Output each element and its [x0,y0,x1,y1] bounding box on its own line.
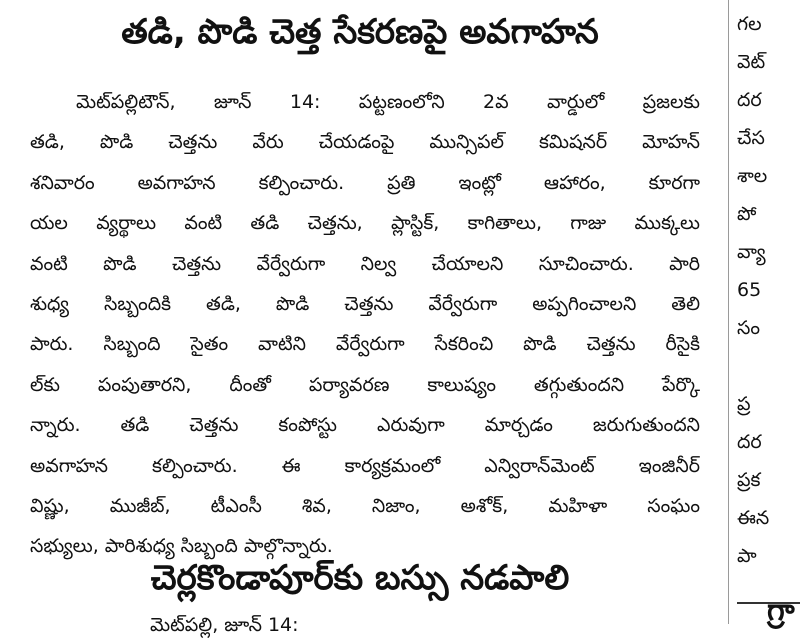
body-line: ల్‌కు పంపుతారని, దీంతో పర్యావరణ కాలుష్యం తగ్గుతుందని పేర్కొ [30,373,700,396]
second-article-partial-line: మెట్‌పల్లి, జూన్‌ 14: [150,614,299,636]
side-line: దర [737,431,762,453]
article-body [30,82,700,567]
body-line: యల వ్యర్థాలు వంటి తడి చెత్తను, ప్లాస్టిక్‌, కాగితాలు, గాజు ముక్కలు [30,212,700,235]
column-divider [728,0,729,624]
body-line: పారు. సిబ్బంది సైతం వాటిని వేర్వేరుగా సేకరించి పొడి చెత్తను రీసైకి [30,333,700,356]
body-line: న్నారు. తడి చెత్తను కంపోస్టు ఎరువుగా మార్చడం జరుగుతుందని [30,414,700,437]
side-line: పా [737,545,757,567]
side-column [737,0,800,628]
side-line: గల [737,13,762,35]
side-line: ప్ర [737,393,751,415]
side-line: సం [737,317,760,339]
side-line: 65 [737,279,762,301]
article-headline: తడి, పొడి చెత్త సేకరణపై అవగాహన [121,12,599,52]
body-line: మెట్‌పల్లిటౌన్‌, జూన్‌ 14: పట్టణంలోని 2వ వార్డులో ప్రజలకు [76,91,700,113]
side-heading-fragment: గ్రా [767,593,795,628]
side-line: ప్రక [737,469,761,491]
side-line: ఈన [737,507,770,529]
side-line: పో [737,203,757,225]
side-line: చేస [737,127,765,149]
body-line: వంటి పొడి చెత్తను వేర్వేరుగా నిల్వ చేయాలని సూచించారు. పారి [30,252,700,275]
side-line: దర [737,89,762,111]
side-line: శాల [737,165,768,187]
body-line: శనివారం అవగాహన కల్పించారు. ప్రతి ఇంట్లో ఆహారం, కూరగా [30,171,700,194]
body-line: సభ్యులు, పారిశుధ్య సిబ్బంది పాల్గొన్నారు. [30,535,333,558]
body-line: శుధ్య సిబ్బందికి తడి, పొడి చెత్తను వేర్వేరుగా అప్పగించాలని తెలి [30,292,700,315]
body-line: అవగాహన కల్పించారు. ఈ కార్యక్రమంలో ఎన్విరాన్‌మెంట్‌ ఇంజినీర్‌ [30,454,700,477]
side-line: వ్యా [737,241,766,263]
second-article-headline: చెర్లకొండాపూర్‌కు బస్సు నడపాలి [150,558,570,598]
side-line: వెట్ [737,51,766,73]
body-line: తడి, పొడి చెత్తను వేరు చేయడంపై మున్సిపల్‌ కమిషనర్‌ మోహన్‌ [30,131,700,154]
body-line: విష్ణు, ముజీబ్‌, టీఎంసీ శివ, నిజాం, అశోక్‌, మహిళా సంఘం [30,494,700,517]
